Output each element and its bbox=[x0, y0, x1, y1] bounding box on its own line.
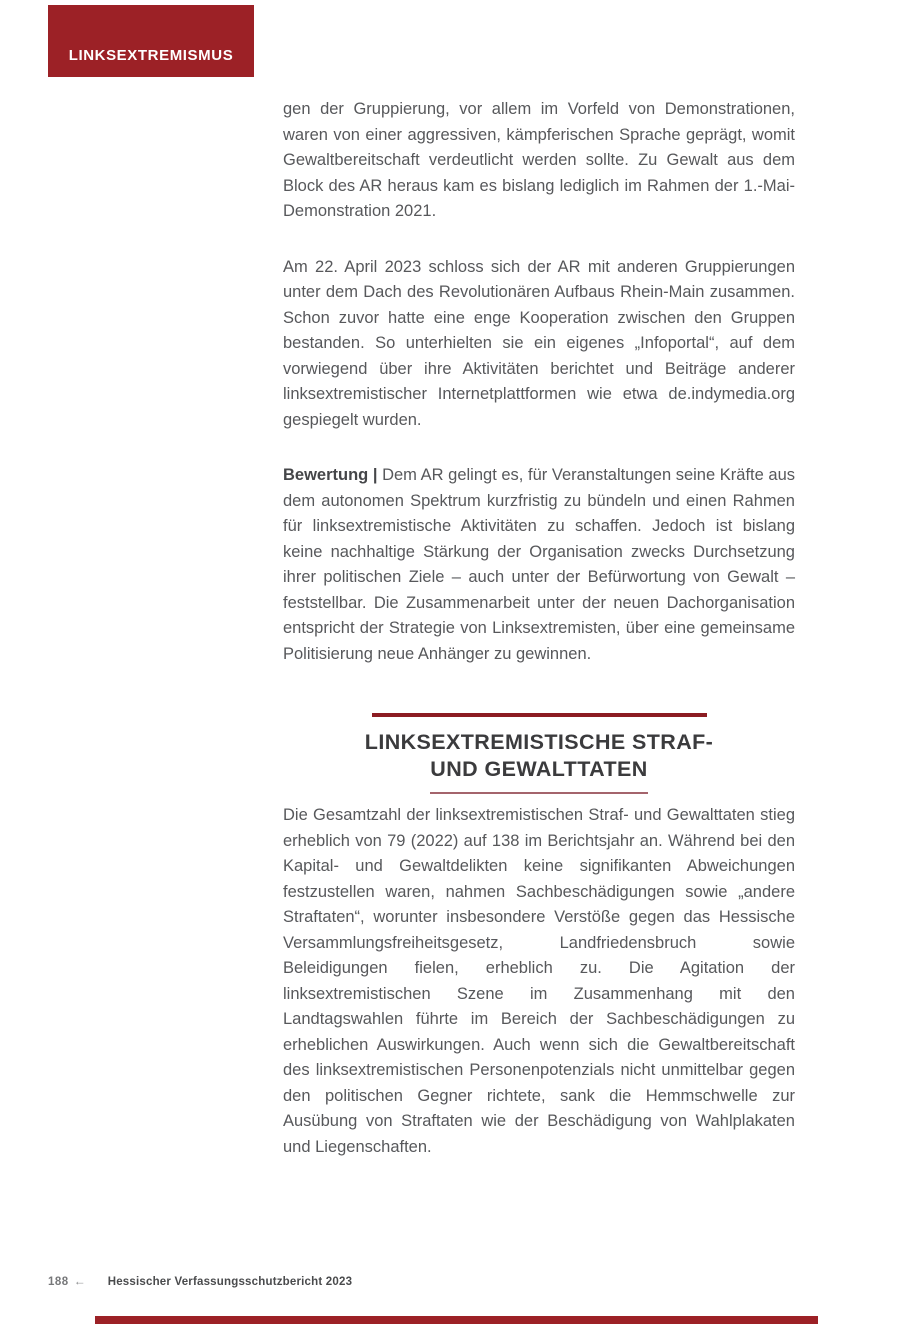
body-paragraph-3: Die Gesamtzahl der linksextremistischen Straf- und Gewalttaten stieg erheblich von 79 (2022) auf 138 im Berichtsjahr an. Während bei den Kapital- und Gewaltdelikten keine signifikanten Abweichungen festzustellen waren, nahmen Sachbeschädigungen sowie „andere Straftaten“, worunter insbesondere Verstöße gegen das Hessische Versammlungsfreiheitsgesetz, Landfriedensbruch sowie Beleidigungen fielen, erheblich zu. Die Agitation der linksextremistischen Szene im Zusammenhang mit den Landtagswahlen führte im Bereich der Sachbeschädigungen zu erheblichen Auswirkungen. Auch wenn sich die Gewaltbereitschaft des linksextremistischen Personenpotenzials nicht unmittelbar gegen den politischen Gegner richtete, sank die Hemmschwelle zur Ausübung von Straftaten wie der Beschädigung von Wahlplakaten und Liegenschaften. bbox=[283, 806, 795, 1156]
heading-rule-top bbox=[372, 713, 707, 717]
category-badge-label: LINKSEXTREMISMUS bbox=[68, 47, 234, 64]
section-heading bbox=[283, 729, 795, 783]
category-badge bbox=[48, 5, 254, 77]
heading-rule-bottom bbox=[430, 792, 648, 794]
bottom-page-rule bbox=[95, 1316, 818, 1324]
evaluation-paragraph bbox=[283, 463, 795, 667]
body-paragraph-2: Am 22. April 2023 schloss sich der AR mit anderen Gruppierungen unter dem Dach des Revolutionären Aufbaus Rhein-Main zusammen. Schon zuvor hatte eine enge Kooperation zwischen den Gruppen bestanden. So unterhielten sie ein eigenes „Infoportal“, auf dem vorwiegend über ihre Aktivitäten berichtet und Beiträge anderer linksextremistischer Internetplattformen wie etwa de.indymedia.org gespiegelt wurden. bbox=[283, 257, 795, 429]
evaluation-text: Dem AR gelingt es, für Veranstaltungen seine Kräfte aus dem autonomen Spektrum kurzfristig zu bündeln und einen Rahmen für linksextremistische Aktivitäten zu schaffen. Jedoch ist bislang keine nachhaltige Stärkung der Organisation zwecks Durchsetzung ihrer politischen Ziele – auch unter der Befürwortung von Gewalt – feststellbar. Die Zusammenarbeit unter der neuen Dachorganisation entspricht der Strategie von Linksextremisten, über eine gemeinsame Politisierung neue Anhänger zu gewinnen. bbox=[283, 466, 795, 663]
back-arrow-icon: ← bbox=[73, 1274, 86, 1288]
section-heading-line2: UND GEWALTTATEN bbox=[430, 757, 648, 781]
page-footer bbox=[48, 1274, 352, 1288]
page-number: 188 bbox=[48, 1276, 69, 1288]
evaluation-label: Bewertung | bbox=[283, 466, 383, 484]
text-column bbox=[283, 97, 795, 1190]
report-title: Hessischer Verfassungsschutzbericht 2023 bbox=[107, 1276, 353, 1288]
section-heading-line1: LINKSEXTREMISTISCHE STRAF- bbox=[364, 730, 714, 754]
section-heading-block bbox=[283, 713, 795, 794]
body-paragraph-1: gen der Gruppierung, vor allem im Vorfeld von Demonstrationen, waren von einer aggressiven, kämpferischen Sprache geprägt, womit Gewaltbereitschaft verdeutlicht werden sollte. Zu Gewalt aus dem Block des AR heraus kam es bislang lediglich im Rahmen der 1.-Mai-Demonstration 2021. bbox=[283, 100, 795, 220]
